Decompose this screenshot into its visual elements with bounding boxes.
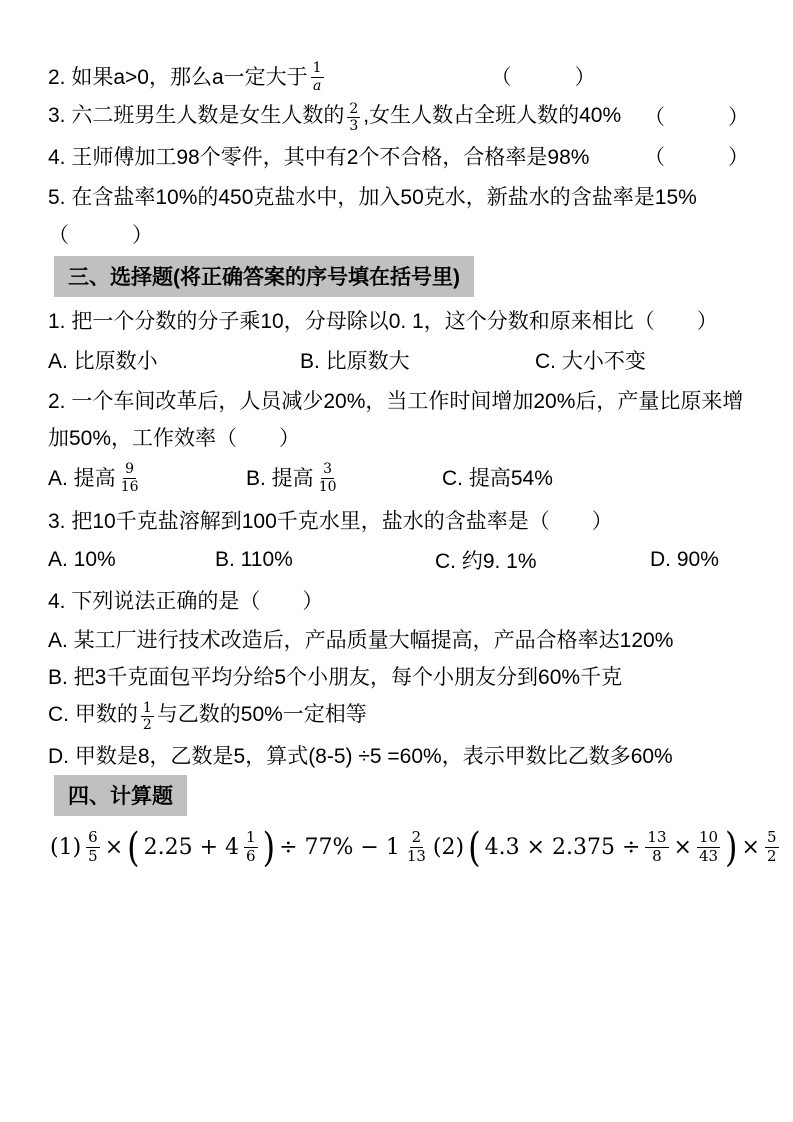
question-text: 4. 王师傅加工98个零件，其中有2个不合格，合格率是98%: [48, 146, 590, 169]
option-a: A. 比原数小: [48, 350, 158, 373]
question-text: 4. 下列说法正确的是（ ）: [48, 590, 324, 613]
fraction-2-over-13: $\frac{2}{13}$: [406, 828, 426, 865]
fraction-3-over-10: $\frac{3}{10}$: [318, 461, 337, 495]
fraction-6-over-5: $\frac{6}{5}$: [88, 828, 98, 865]
answer-parentheses: （ ）: [490, 66, 596, 89]
fraction-9-over-16: $\frac{9}{16}$: [120, 461, 139, 495]
fraction-1-over-2: $\frac{1}{2}$: [142, 699, 152, 733]
question-text: 1. 把一个分数的分子乘10，分母除以0. 1，这个分数和原来相比（ ）: [48, 310, 718, 333]
left-paren: (: [127, 823, 140, 871]
option-d: D. 甲数是8，乙数是5，算式(8-5) ÷5 =60%，表示甲数比乙数多60%: [48, 745, 673, 768]
selection-question-2-line1: [48, 380, 749, 420]
selection-question-2-options: [48, 454, 749, 500]
option-c: C. 甲数的 $\frac{1}{2}$ 与乙数的50%一定相等: [48, 699, 367, 733]
option-d: D. 90%: [650, 548, 719, 571]
question-text: 3. 六二班男生人数是女生人数的 $\frac{2}{3}$ ,女生人数占全班人数的40%: [48, 100, 622, 134]
section-3-header-row: [48, 252, 749, 300]
selection-question-3-options: [48, 540, 749, 580]
option-b: B. 110%: [215, 548, 293, 571]
section-3-title: 三、选择题(将正确答案的序号填在括号里): [54, 256, 474, 297]
answer-parentheses: （ ）: [644, 146, 749, 169]
section-4-title: 四、计算题: [54, 775, 187, 816]
fraction-2-over-3: $\frac{2}{3}$: [349, 100, 359, 134]
selection-question-4-option-b: [48, 658, 749, 694]
option-a: A. 10%: [48, 548, 116, 571]
formula-2: (2) ( 4.3 × 2.375 ÷ $\frac{13}{8}$ × $\frac{10}{43}$ ) × $\frac{5}{2}$: [432, 823, 777, 871]
judgment-item-3: [48, 96, 749, 136]
question-text: 2. 如果a>0，那么a一定大于: [48, 66, 308, 89]
selection-question-1-options: [48, 340, 749, 380]
right-paren: ): [725, 823, 738, 871]
question-text: 加50%，工作效率（ ）: [48, 427, 301, 450]
fraction-5-over-2: $\frac{5}{2}$: [766, 828, 777, 865]
calculation-formulas: [48, 816, 777, 878]
answer-parentheses: （ ）: [48, 224, 153, 247]
judgment-item-2: [48, 56, 749, 96]
selection-question-4-option-a: [48, 620, 749, 658]
question-text: 3. 把10千克盐溶解到100千克水里，盐水的含盐率是（ ）: [48, 510, 613, 533]
option-c: C. 约9. 1%: [435, 550, 537, 573]
option-a: A. 某工厂进行技术改造后，产品质量大幅提高，产品合格率达120%: [48, 629, 674, 652]
option-c: C. 大小不变: [535, 350, 646, 373]
selection-question-4: [48, 580, 749, 620]
selection-question-1: [48, 300, 749, 340]
fraction-10-over-43: $\frac{10}{43}$: [698, 828, 719, 865]
option-b: B. 比原数大: [300, 350, 410, 373]
fraction-1-over-6: $\frac{1}{6}$: [246, 828, 256, 865]
judgment-item-4: [48, 136, 749, 176]
fraction-13-over-8: $\frac{13}{8}$: [647, 828, 667, 865]
left-paren: (: [468, 823, 481, 871]
section-4-header-row: [48, 774, 749, 816]
fraction-1-over-a: $\frac{1}{a}$: [312, 60, 322, 94]
judgment-item-5-paren-line: [48, 216, 749, 252]
option-c: C. 提高54%: [442, 467, 553, 490]
formula-2-label: (2): [432, 834, 465, 860]
formula-1: (1) $\frac{6}{5}$ × ( 2.25 + 4 $\frac{1}{6}$ ) ÷ 77% − 1 $\frac{2}{13}$: [50, 823, 426, 871]
question-text: 2. 一个车间改革后，人员减少20%，当工作时间增加20%后，产量比原来增: [48, 390, 744, 413]
option-b: B. 把3千克面包平均分给5个小朋友，每个小朋友分到60%千克: [48, 666, 623, 689]
judgment-item-5: [48, 176, 749, 216]
selection-question-2-line2: [48, 420, 749, 454]
answer-parentheses: （ ）: [644, 106, 749, 129]
right-paren: ): [262, 823, 276, 871]
selection-question-4-option-d: [48, 736, 749, 774]
option-b: B. 提高 $\frac{3}{10}$: [246, 461, 337, 495]
selection-question-3: [48, 500, 749, 540]
question-text: 5. 在含盐率10%的450克盐水中，加入50克水，新盐水的含盐率是15%: [48, 186, 697, 209]
formula-1-label: (1): [50, 834, 82, 860]
selection-question-4-option-c: [48, 694, 749, 736]
option-a: A. 提高 $\frac{9}{16}$: [48, 461, 139, 495]
